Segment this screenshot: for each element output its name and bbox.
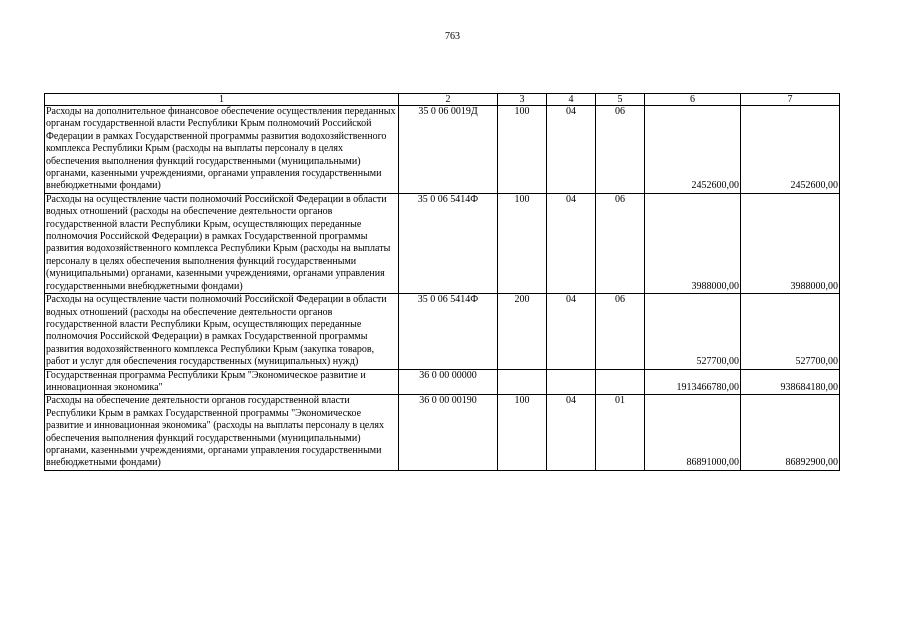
row-pr: 06: [596, 193, 645, 293]
row-rz: 04: [547, 294, 596, 369]
row-csr: 35 0 06 5414Ф: [399, 294, 498, 369]
page-number: 763: [445, 31, 460, 42]
row-name: Расходы на осуществление части полномочий Российской Федерации в области водных отношений (расходы на обеспечение деятельности органов государственной власти Республики Крым, осуществляющих переданные полномочия Российской Федерации) в рамках Государственной программы развития водохозяйственного комплекса Республики Крым (расходы на выплаты персоналу в целях обеспечения выполнения функций государственными (муниципальными) органами, казенными учреждениями, органами управления государственными внебюджетными фондами): [45, 193, 399, 293]
row-vr: 100: [498, 106, 547, 194]
row-vr: [498, 369, 547, 395]
row-vr: 100: [498, 395, 547, 470]
header-cell: 2: [399, 94, 498, 106]
header-cell: 4: [547, 94, 596, 106]
header-cell: 1: [45, 94, 399, 106]
row-pr: 06: [596, 106, 645, 194]
row-rz: 04: [547, 193, 596, 293]
row-sum-2: 3988000,00: [741, 193, 840, 293]
row-name: Расходы на дополнительное финансовое обеспечение осуществления переданных органам государственной власти Республики Крым полномочий Российской Федерации в рамках Государственной программы развития водохозяйственного комплекса Республики Крым (расходы на выплаты персоналу в целях обеспечения выполнения функций государственными (муниципальными) органами, казенными учреждениями, органами управления государственными внебюджетными фондами): [45, 106, 399, 194]
header-cell: 3: [498, 94, 547, 106]
row-name: Расходы на обеспечение деятельности органов государственной власти Республики Крым в рамках Государственной программы "Экономическое развитие и инновационная экономика" (расходы на выплаты персоналу в целях обеспечения выполнения функций государственными (муниципальными) органами, казенными учреждениями, органами управления государственными внебюджетными фондами): [45, 395, 399, 470]
row-sum-1: 3988000,00: [645, 193, 741, 293]
row-sum-2: 86892900,00: [741, 395, 840, 470]
row-name: Государственная программа Республики Крым "Экономическое развитие и инновационная экономика": [45, 369, 399, 395]
row-sum-2: 2452600,00: [741, 106, 840, 194]
row-csr: 36 0 00 00000: [399, 369, 498, 395]
row-sum-1: 527700,00: [645, 294, 741, 369]
row-csr: 35 0 06 0019Д: [399, 106, 498, 194]
row-rz: 04: [547, 106, 596, 194]
header-cell: 5: [596, 94, 645, 106]
row-pr: 06: [596, 294, 645, 369]
row-sum-1: 1913466780,00: [645, 369, 741, 395]
row-rz: 04: [547, 395, 596, 470]
header-cell: 6: [645, 94, 741, 106]
table-row: [45, 193, 840, 293]
row-vr: 200: [498, 294, 547, 369]
table-row: [45, 395, 840, 470]
row-csr: 36 0 00 00190: [399, 395, 498, 470]
header-cell: 7: [741, 94, 840, 106]
budget-table: [44, 93, 840, 471]
row-pr: [596, 369, 645, 395]
row-sum-1: 86891000,00: [645, 395, 741, 470]
row-vr: 100: [498, 193, 547, 293]
table-header-row: [45, 94, 840, 106]
row-sum-2: 527700,00: [741, 294, 840, 369]
table-row: [45, 294, 840, 369]
row-sum-1: 2452600,00: [645, 106, 741, 194]
row-name: Расходы на осуществление части полномочий Российской Федерации в области водных отношений (расходы на обеспечение деятельности органов государственной власти Республики Крым, осуществляющих переданные полномочия Российской Федерации) в рамках Государственной программы развития водохозяйственного комплекса Республики Крым (закупка товаров, работ и услуг для обеспечения государственных (муниципальных) нужд): [45, 294, 399, 369]
table-row: [45, 106, 840, 194]
row-csr: 35 0 06 5414Ф: [399, 193, 498, 293]
row-sum-2: 938684180,00: [741, 369, 840, 395]
row-rz: [547, 369, 596, 395]
table-row: [45, 369, 840, 395]
row-pr: 01: [596, 395, 645, 470]
